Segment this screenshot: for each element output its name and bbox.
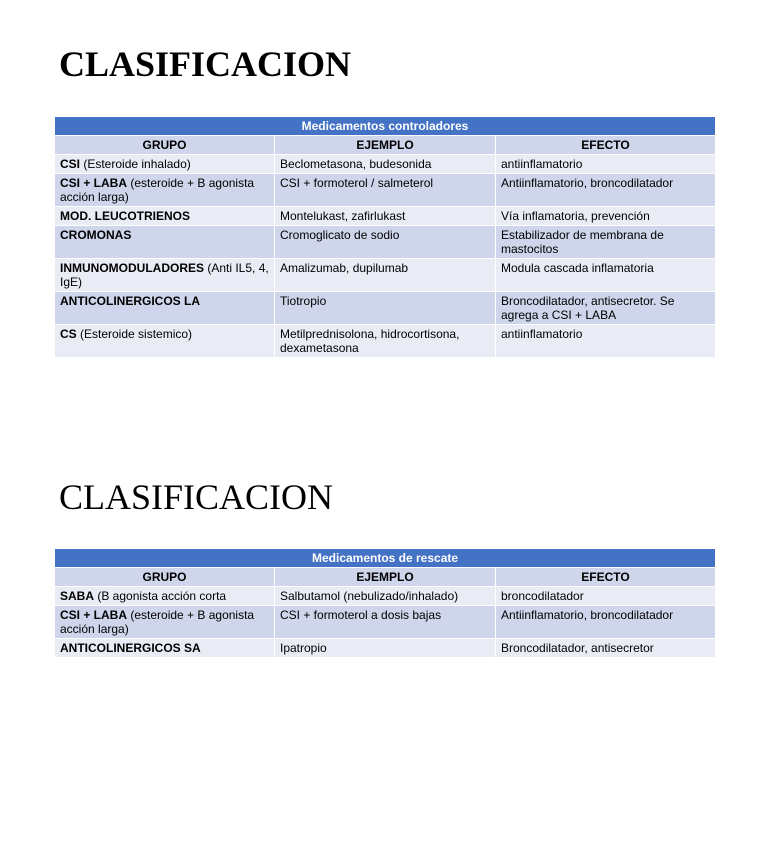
- table-row: [55, 207, 716, 226]
- cell-ejemplo: Montelukast, zafirlukast: [275, 207, 496, 226]
- column-header-efecto: EFECTO: [496, 568, 716, 587]
- column-header-ejemplo: EJEMPLO: [275, 136, 496, 155]
- cell-grupo: [55, 174, 275, 207]
- cell-efecto: broncodilatador: [496, 587, 716, 606]
- cell-grupo: [55, 639, 275, 658]
- cell-efecto: Antiinflamatorio, broncodilatador: [496, 606, 716, 639]
- table-row: [55, 606, 716, 639]
- cell-efecto: Antiinflamatorio, broncodilatador: [496, 174, 716, 207]
- grupo-name: MOD. LEUCOTRIENOS: [60, 209, 191, 223]
- cell-grupo: [55, 226, 275, 259]
- grupo-name: CS: [60, 327, 77, 341]
- grupo-detail: (Anti IL5, 4, IgE): [60, 261, 269, 289]
- cell-ejemplo: Salbutamol (nebulizado/inhalado): [275, 587, 496, 606]
- column-header-efecto: EFECTO: [496, 136, 716, 155]
- table-row: [55, 292, 716, 325]
- cell-grupo: [55, 259, 275, 292]
- grupo-detail: (B agonista acción corta: [94, 589, 227, 603]
- cell-ejemplo: CSI + formoterol a dosis bajas: [275, 606, 496, 639]
- table-row: [55, 174, 716, 207]
- grupo-name: SABA: [60, 589, 95, 603]
- grupo-name: ANTICOLINERGICOS LA: [60, 294, 200, 308]
- table-row: [55, 155, 716, 174]
- table-row: [55, 587, 716, 606]
- grupo-name: CSI: [60, 157, 81, 171]
- grupo-detail: (esteroide + B agonista acción larga): [60, 176, 255, 204]
- table-body: [55, 587, 716, 658]
- cell-efecto: Broncodilatador, antisecretor: [496, 639, 716, 658]
- cell-grupo: [55, 606, 275, 639]
- grupo-detail: (Esteroide sistemico): [76, 327, 193, 341]
- column-header-grupo: GRUPO: [55, 568, 275, 587]
- cell-ejemplo: Metilprednisolona, hidrocortisona, dexametasona: [275, 325, 496, 358]
- cell-ejemplo: Tiotropio: [275, 292, 496, 325]
- slide-1-title: CLASIFICACION: [59, 44, 352, 84]
- table-row: [55, 325, 716, 358]
- slide-2-title: CLASIFICACION: [59, 477, 334, 517]
- cell-efecto: antiinflamatorio: [496, 155, 716, 174]
- table-caption: Medicamentos controladores: [55, 117, 716, 136]
- cell-ejemplo: Beclometasona, budesonida: [275, 155, 496, 174]
- cell-efecto: Estabilizador de membrana de mastocitos: [496, 226, 716, 259]
- cell-efecto: Modula cascada inflamatoria: [496, 259, 716, 292]
- table-row: [55, 639, 716, 658]
- table-row: [55, 226, 716, 259]
- grupo-name: CSI + LABA: [60, 608, 128, 622]
- cell-ejemplo: Ipatropio: [275, 639, 496, 658]
- cell-efecto: antiinflamatorio: [496, 325, 716, 358]
- grupo-name: INMUNOMODULADORES: [60, 261, 204, 275]
- table-row: [55, 259, 716, 292]
- grupo-name: CSI + LABA: [60, 176, 128, 190]
- cell-ejemplo: Cromoglicato de sodio: [275, 226, 496, 259]
- cell-efecto: Broncodilatador, antisecretor. Se agrega a CSI + LABA: [496, 292, 716, 325]
- cell-grupo: [55, 325, 275, 358]
- cell-grupo: [55, 587, 275, 606]
- cell-grupo: [55, 292, 275, 325]
- grupo-detail: (esteroide + B agonista acción larga): [60, 608, 255, 636]
- cell-grupo: [55, 207, 275, 226]
- cell-ejemplo: Amalizumab, dupilumab: [275, 259, 496, 292]
- column-header-ejemplo: EJEMPLO: [275, 568, 496, 587]
- table-body: [55, 155, 716, 358]
- controller-medications-table: [54, 116, 716, 358]
- rescue-medications-table: [54, 548, 716, 658]
- grupo-detail: (Esteroide inhalado): [80, 157, 191, 171]
- cell-ejemplo: CSI + formoterol / salmeterol: [275, 174, 496, 207]
- cell-grupo: [55, 155, 275, 174]
- cell-efecto: Vía inflamatoria, prevención: [496, 207, 716, 226]
- column-header-grupo: GRUPO: [55, 136, 275, 155]
- grupo-name: CROMONAS: [60, 228, 132, 242]
- grupo-name: ANTICOLINERGICOS SA: [60, 641, 201, 655]
- table-caption: Medicamentos de rescate: [55, 549, 716, 568]
